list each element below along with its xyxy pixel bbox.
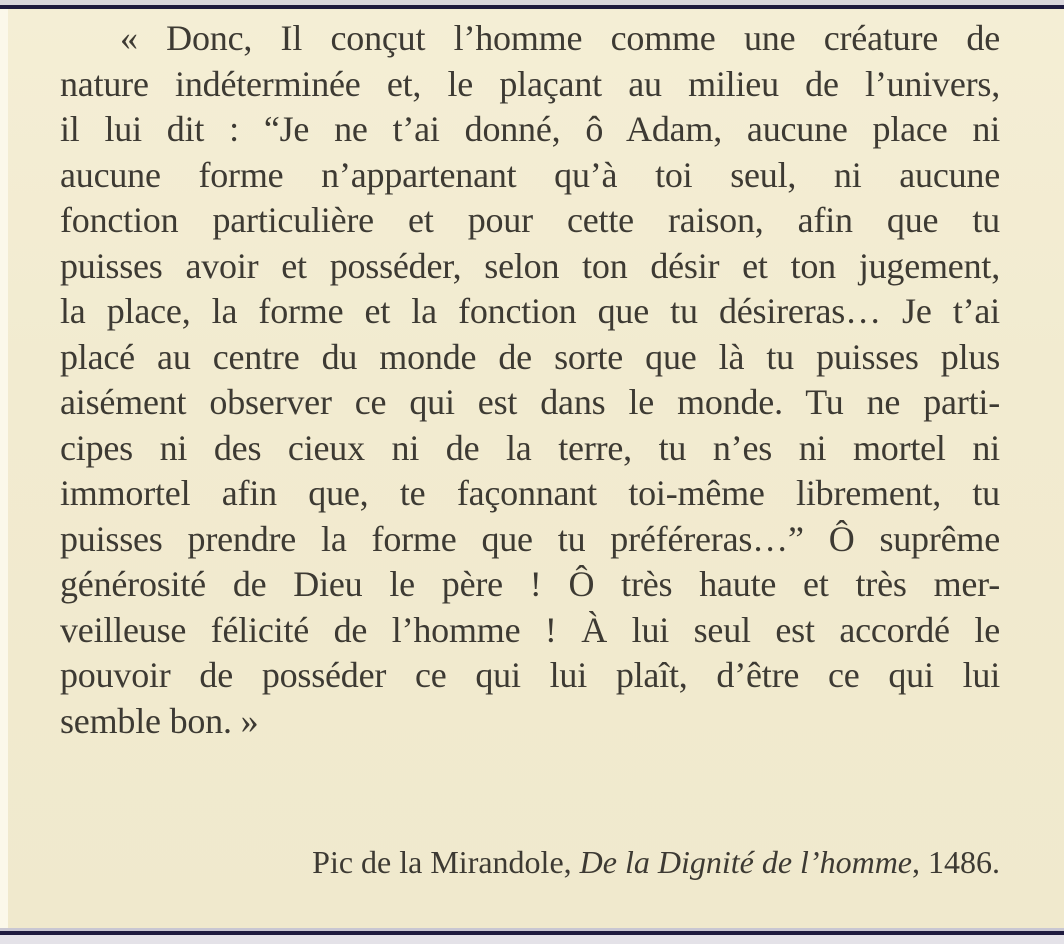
attribution-title: De la Dignité de l’homme	[579, 844, 912, 880]
attribution-author: Pic de la Mirandole,	[312, 844, 580, 880]
quote-line: fonction particulière et pour cette raison, afin que tu	[60, 200, 1000, 240]
quote-line: il lui dit : “Je ne t’ai donné, ô Adam, aucune place ni	[60, 109, 1000, 149]
attribution-year: , 1486.	[912, 844, 1000, 880]
attribution	[312, 844, 1000, 881]
quote-line: veilleuse félicité de l’homme ! À lui seul est accordé le	[60, 609, 1000, 650]
quote-line: la place, la forme et la fonction que tu désireras… Je t’ai	[60, 291, 1000, 331]
quote-line: « Donc, Il conçut l’homme comme une créature de	[120, 18, 1000, 58]
quote-line: puisses avoir et posséder, selon ton désir et ton jugement,	[60, 245, 1000, 286]
paper-left-edge	[0, 9, 8, 930]
bottom-margin	[0, 935, 1064, 944]
quote-line: placé au centre du monde de sorte que là tu puisses plus	[60, 336, 1000, 377]
quote-line: semble bon. »	[60, 700, 259, 741]
quote-line: aucune forme n’appartenant qu’à toi seul, ni aucune	[60, 154, 1000, 195]
quote-line: immortel afin que, te façonnant toi-même librement, tu	[60, 473, 1000, 513]
quote-line: pouvoir de posséder ce qui lui plaît, d’être ce qui lui	[60, 655, 1000, 695]
quote-block	[60, 16, 1000, 744]
quote-line: nature indéterminée et, le plaçant au milieu de l’univers,	[60, 63, 1000, 104]
quote-line: générosité de Dieu le père ! Ô très haute et très mer-	[60, 564, 1000, 604]
quote-line: aisément observer ce qui est dans le monde. Tu ne parti-	[60, 382, 1000, 422]
quote-line: puisses prendre la forme que tu préféreras…” Ô suprême	[60, 518, 1000, 559]
quote-line: cipes ni des cieux ni de la terre, tu n’es ni mortel ni	[60, 427, 1000, 468]
